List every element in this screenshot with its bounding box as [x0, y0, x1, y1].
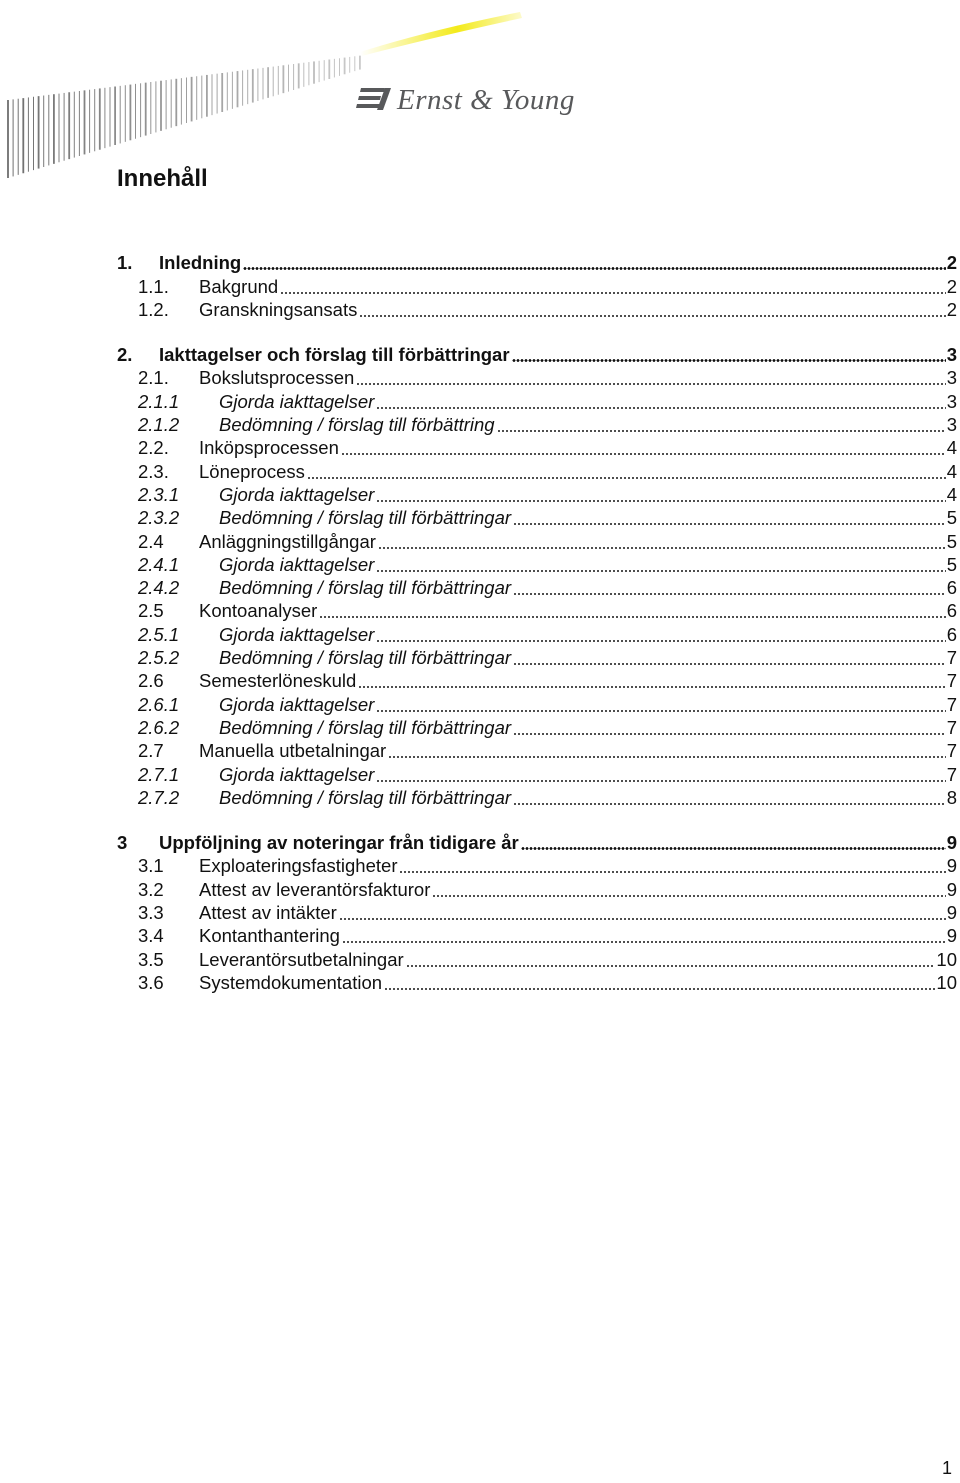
toc-entry-number: 2.1.1 — [138, 390, 180, 412]
toc-entry-page: 4 — [946, 483, 957, 505]
toc-entry-page: 9 — [946, 832, 957, 854]
toc-entry-number: 1.2. — [138, 298, 169, 320]
toc-entry-label: Gjorda iakttagelser — [219, 763, 375, 785]
toc-entry-page: 7 — [946, 670, 957, 692]
dot-leader — [513, 593, 946, 595]
toc-entry[interactable] — [117, 298, 957, 321]
toc-entry-page: 10 — [936, 948, 957, 970]
toc-entry[interactable] — [117, 529, 957, 552]
toc-entry-page: 9 — [946, 902, 957, 924]
toc-entry[interactable] — [117, 483, 957, 506]
toc-entry-number: 2.4.1 — [138, 553, 180, 575]
toc-entry-page: 3 — [946, 367, 957, 389]
toc-entry-page: 4 — [946, 437, 957, 459]
toc-entry[interactable] — [117, 692, 957, 715]
dot-leader — [342, 941, 946, 943]
toc-entry-number: 3.4 — [138, 925, 164, 947]
toc-entry-label: Iakttagelser och förslag till förbättringar — [159, 344, 510, 366]
toc-entry-page: 9 — [946, 878, 957, 900]
toc-entry-page: 2 — [946, 275, 957, 297]
toc-entry[interactable] — [117, 506, 957, 529]
toc-entry-number: 2.3.1 — [138, 483, 180, 505]
toc-entry[interactable] — [117, 646, 957, 669]
toc-entry[interactable] — [117, 716, 957, 739]
toc-entry-number: 3.5 — [138, 948, 164, 970]
toc-entry-label: Bedömning / förslag till förbättringar — [219, 647, 512, 669]
toc-entry-number: 1. — [117, 252, 133, 274]
toc-entry-number: 2.5.1 — [138, 623, 180, 645]
dot-leader — [356, 383, 945, 385]
toc-entry-label: Kontoanalyser — [199, 600, 318, 622]
toc-entry[interactable] — [117, 762, 957, 785]
toc-entry-page: 8 — [946, 786, 957, 808]
toc-entry-number: 2.5 — [138, 600, 164, 622]
toc-entry-label: Inledning — [159, 252, 242, 274]
toc-entry-number: 3.2 — [138, 878, 164, 900]
toc-entry-number: 2.7.1 — [138, 763, 180, 785]
toc-entry-label: Uppföljning av noteringar från tidigare år — [159, 832, 519, 854]
dot-leader — [513, 733, 946, 735]
toc-entry-label: Bakgrund — [199, 275, 279, 297]
toc-entry-label: Attest av leverantörsfakturor — [199, 878, 431, 900]
dot-leader — [376, 500, 945, 502]
toc-entry-number: 2.4.2 — [138, 577, 180, 599]
dot-leader — [432, 895, 945, 897]
toc-entry-page: 7 — [946, 740, 957, 762]
toc-entry-label: Bedömning / förslag till förbättringar — [219, 716, 512, 738]
dot-leader — [376, 407, 945, 409]
toc-entry[interactable] — [117, 343, 957, 366]
toc-entry-number: 2.3. — [138, 460, 169, 482]
dot-leader — [307, 477, 946, 479]
toc-entry-label: Löneprocess — [199, 460, 305, 482]
dot-leader — [399, 871, 945, 873]
dot-leader — [358, 686, 945, 688]
toc-entry[interactable] — [117, 739, 957, 762]
toc-entry-number: 2.7 — [138, 740, 164, 762]
ey-logo-icon — [355, 84, 391, 117]
toc-entry-label: Gjorda iakttagelser — [219, 553, 375, 575]
toc-entry-page: 9 — [946, 855, 957, 877]
dot-leader — [388, 756, 946, 758]
toc-entry-page: 6 — [946, 577, 957, 599]
toc-entry-number: 2.6.2 — [138, 716, 180, 738]
toc-entry-number: 3.1 — [138, 855, 164, 877]
toc-entry-number: 2.1. — [138, 367, 169, 389]
toc-entry-label: Bedömning / förslag till förbättringar — [219, 577, 512, 599]
table-of-contents — [117, 251, 957, 994]
dot-leader — [339, 918, 946, 920]
dot-leader — [513, 663, 946, 665]
toc-entry-page: 3 — [946, 390, 957, 412]
toc-entry-label: Attest av intäkter — [199, 902, 337, 924]
toc-entry-number: 2.6.1 — [138, 693, 180, 715]
toc-entry-number: 3.6 — [138, 971, 164, 993]
toc-entry-number: 2.5.2 — [138, 647, 180, 669]
dot-leader — [243, 267, 945, 270]
toc-entry-page: 2 — [946, 298, 957, 320]
toc-entry-number: 2.2. — [138, 437, 169, 459]
toc-entry-label: Gjorda iakttagelser — [219, 623, 375, 645]
toc-entry[interactable] — [117, 947, 957, 970]
toc-entry-label: Gjorda iakttagelser — [219, 483, 375, 505]
dot-leader — [521, 847, 946, 850]
toc-entry[interactable] — [117, 854, 957, 877]
toc-entry-label: Gjorda iakttagelser — [219, 390, 375, 412]
toc-entry-page: 3 — [946, 414, 957, 436]
toc-entry-label: Granskningsansats — [199, 298, 358, 320]
toc-entry[interactable] — [117, 389, 957, 412]
dot-leader — [359, 315, 945, 317]
toc-entry[interactable] — [117, 924, 957, 947]
page-number: 1 — [941, 1458, 952, 1478]
toc-entry-page: 2 — [946, 252, 957, 274]
toc-entry-label: Manuella utbetalningar — [199, 740, 387, 762]
toc-entry-number: 2.6 — [138, 670, 164, 692]
toc-entry-page: 7 — [946, 716, 957, 738]
toc-entry-page: 10 — [936, 971, 957, 993]
toc-entry-number: 2.1.2 — [138, 414, 180, 436]
dot-leader — [376, 780, 945, 782]
toc-entry[interactable] — [117, 413, 957, 436]
toc-entry-label: Kontanthantering — [199, 925, 340, 947]
toc-entry[interactable] — [117, 459, 957, 482]
toc-entry[interactable] — [117, 436, 957, 459]
toc-entry[interactable] — [117, 251, 957, 274]
toc-entry-page: 7 — [946, 693, 957, 715]
toc-entry-page: 5 — [946, 507, 957, 529]
toc-entry-number: 3 — [117, 832, 128, 854]
toc-entry-label: Bedömning / förslag till förbättring — [219, 414, 495, 436]
dot-leader — [513, 523, 946, 525]
toc-entry-number: 3.3 — [138, 902, 164, 924]
toc-entry-label: Exploateringsfastigheter — [199, 855, 398, 877]
toc-entry[interactable] — [117, 599, 957, 622]
toc-entry-number: 2. — [117, 344, 133, 366]
toc-entry-label: Systemdokumentation — [199, 971, 383, 993]
toc-entry-page: 9 — [946, 925, 957, 947]
toc-entry[interactable] — [117, 786, 957, 809]
toc-entry-label: Inköpsprocessen — [199, 437, 339, 459]
dot-leader — [378, 547, 946, 549]
toc-entry-label: Leverantörsutbetalningar — [199, 948, 404, 970]
toc-entry-label: Semesterlöneskuld — [199, 670, 357, 692]
toc-entry[interactable] — [117, 831, 957, 854]
toc-entry[interactable] — [117, 553, 957, 576]
dot-leader — [280, 292, 946, 294]
dot-leader — [512, 359, 946, 362]
toc-entry-number: 1.1. — [138, 275, 169, 297]
toc-entry-number: 2.4 — [138, 530, 164, 552]
toc-entry-page: 5 — [946, 530, 957, 552]
toc-entry-page: 6 — [946, 623, 957, 645]
toc-entry-label: Bedömning / förslag till förbättringar — [219, 507, 512, 529]
dot-leader — [384, 988, 935, 990]
toc-entry[interactable] — [117, 366, 957, 389]
ernst-young-logo — [355, 80, 575, 120]
toc-entry-page: 4 — [946, 460, 957, 482]
toc-entry-page: 6 — [946, 600, 957, 622]
dot-leader — [341, 453, 946, 455]
toc-entry[interactable] — [117, 971, 957, 994]
toc-entry-number: 2.3.2 — [138, 507, 180, 529]
page-title: Innehåll — [117, 165, 208, 192]
dot-leader — [406, 965, 936, 967]
toc-entry-label: Gjorda iakttagelser — [219, 693, 375, 715]
dot-leader — [319, 616, 945, 618]
toc-entry-number: 2.7.2 — [138, 786, 180, 808]
toc-entry-page: 7 — [946, 763, 957, 785]
toc-entry-page: 3 — [946, 344, 957, 366]
toc-entry-page: 7 — [946, 647, 957, 669]
toc-entry-label: Anläggningstillgångar — [199, 530, 376, 552]
toc-entry[interactable] — [117, 877, 957, 900]
toc-entry[interactable] — [117, 669, 957, 692]
dot-leader — [376, 570, 945, 572]
toc-entry[interactable] — [117, 622, 957, 645]
toc-entry[interactable] — [117, 576, 957, 599]
toc-entry[interactable] — [117, 901, 957, 924]
dot-leader — [497, 430, 946, 432]
toc-entry[interactable] — [117, 274, 957, 297]
dot-leader — [376, 710, 945, 712]
toc-entry-label: Bedömning / förslag till förbättringar — [219, 786, 512, 808]
toc-entry-page: 5 — [946, 553, 957, 575]
dot-leader — [376, 640, 945, 642]
logo-wordmark: Ernst & Young — [397, 83, 575, 116]
toc-entry-label: Bokslutsprocessen — [199, 367, 355, 389]
dot-leader — [513, 803, 946, 805]
